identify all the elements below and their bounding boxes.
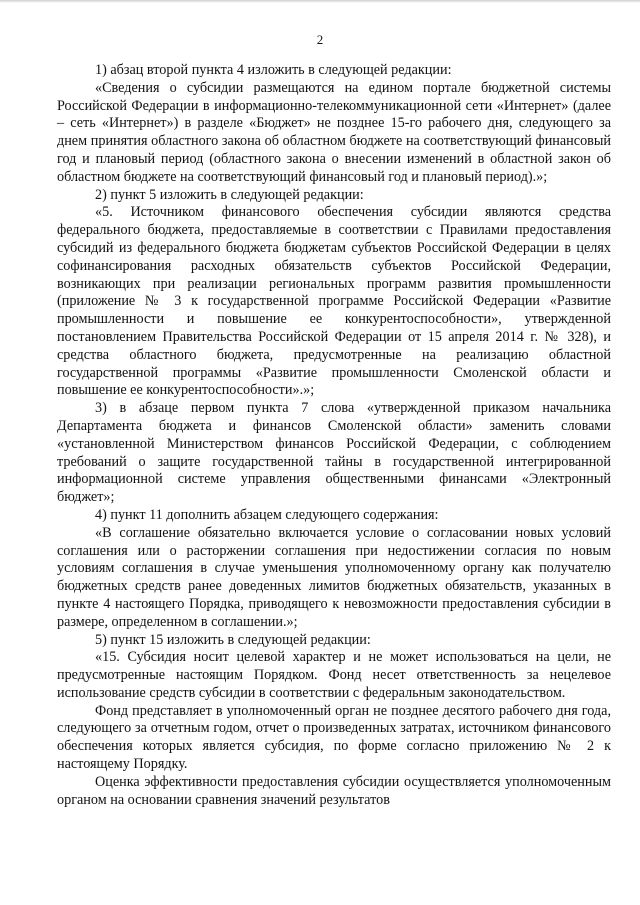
paragraph-item-1-heading: 1) абзац второй пункта 4 изложить в следующей редакции: — [95, 62, 452, 78]
paragraph-item-4-text: «В соглашение обязательно включается условие о согласовании новых условий соглашения или о расторжении соглашения при недостижении согласия по новым условиям соглашения в случае уменьшения уполномоченному органу как получателю бюджетных средств ранее доведенных лимитов бюджетных обязательств, указанных в пункте 4 настоящего Порядка, приводящего к невозможности предоставления субсидии в размере, определенном в соглашении.»; — [57, 524, 611, 630]
scan-top-edge — [0, 0, 640, 3]
page-number: 2 — [316, 32, 324, 47]
paragraph-item-5-text: «15. Субсидия носит целевой характер и не может использоваться на цели, не предусмотренные настоящим Порядком. Фонд несет ответственность за нецелевое использование средств субсидии в соответствии с федеральным законодательством. — [57, 649, 611, 701]
paragraph-item-3-text: 3) в абзаце первом пункта 7 слова «утвержденной приказом начальника Департамента бюджета и финансов Смоленской области» заменить словами «установленной Министерством финансов Российской Федерации, с соблюдением требований о защите государственной тайны в государственной интегрированной информационной системе управления общественными финансами «Электронный бюджет»; — [57, 400, 611, 506]
paragraph-item-5-heading: 5) пункт 15 изложить в следующей редакции: — [95, 631, 371, 648]
paragraph-item-2-heading: 2) пункт 5 изложить в следующей редакции: — [95, 186, 364, 203]
paragraph-item-2-text: «5. Источником финансового обеспечения субсидии являются средства федерального бюджета, предоставляемые в соответствии с Правилами предоставления субсидий из федерального бюджета бюджетам субъектов Российской Федерации в целях софинансирования расходных обязательств субъектов Российской Федерации, возникающих при реализации региональных программ развития промышленности (приложение № 3 к государственной программе Российской Федерации «Развитие промышленности и повышение ее конкурентоспособности», утвержденной постановлением Правительства Российской Федерации от 15 апреля 2014 г. № 328), и средства областного бюджета, предусмотренные на реализацию областной государственной программы «Развитие промышленности Смоленской области и повышение ее конкурентоспособности».»; — [57, 204, 611, 399]
paragraph-efficiency-evaluation: Оценка эффективности предоставления субсидии осуществляется уполномоченным органом на основании сравнения значений результатов — [57, 773, 611, 808]
paragraph-item-4-heading: 4) пункт 11 дополнить абзацем следующего содержания: — [95, 506, 439, 523]
document-body — [57, 62, 611, 809]
paragraph-fund-report: Фонд представляет в уполномоченный орган не позднее десятого рабочего дня года, следующего за отчетным годом, отчет о произведенных затратах, источником финансового обеспечения которых является субсидия, по форме согласно приложению № 2 к настоящему Порядку. — [57, 702, 611, 773]
paragraph-item-1-text: «Сведения о субсидии размещаются на едином портале бюджетной системы Российской Федерации в информационно-телекоммуникационной сети «Интернет» (далее – сеть «Интернет») в разделе «Бюджет» не позднее 15-го рабочего дня, следующего за днем принятия областного закона об областном бюджете на соответствующий финансовый год и плановый период (областного закона о внесении изменений в областной закон об областном бюджете на соответствующий финансовый год и плановый период).»; — [57, 79, 611, 185]
